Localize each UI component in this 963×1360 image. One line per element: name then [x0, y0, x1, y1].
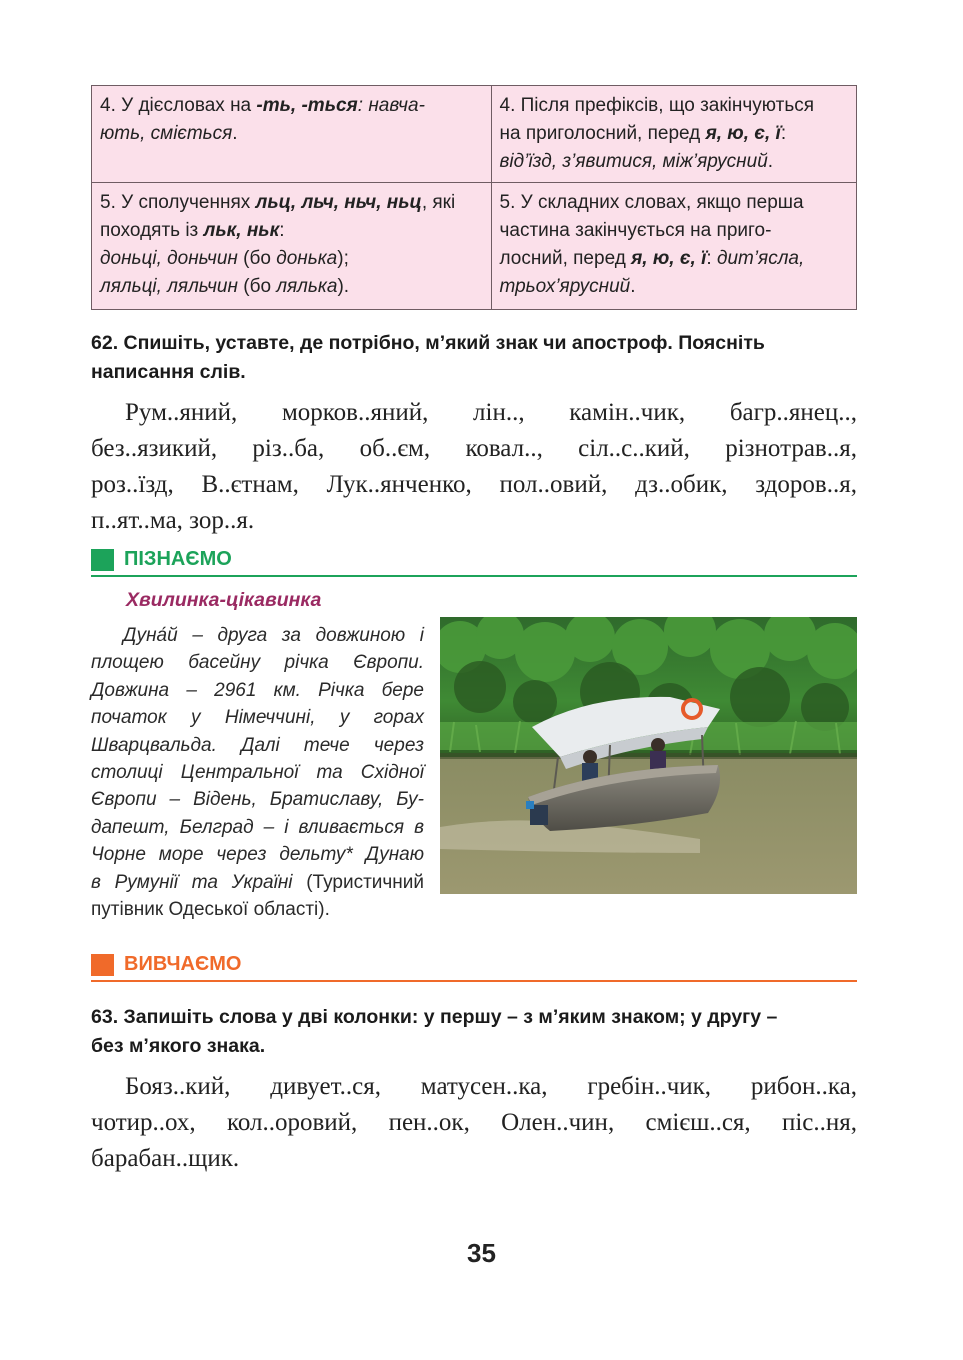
- exercise-62-line: п..ят..ма, зор..я.: [91, 507, 255, 534]
- rules-table: [91, 85, 857, 310]
- fact-line: Чорне море через дельту* Дунаю: [91, 844, 424, 866]
- cell-text: 4. У дієсловах на: [100, 95, 257, 116]
- fact-normal: (Туристичний: [292, 871, 424, 893]
- cell-end: .: [232, 123, 238, 144]
- fact-line: путівник Одеської області).: [91, 899, 330, 921]
- cell-colon: :: [780, 123, 787, 144]
- fact-line: площею басейну річка Європи.: [91, 652, 424, 674]
- cell-end: ).: [337, 276, 350, 297]
- task-62-line: написання слів.: [91, 361, 246, 383]
- cell-text: лосний, перед: [499, 248, 632, 269]
- cell-examples: ляльці, ляльчин: [100, 276, 238, 297]
- cell-end: );: [337, 248, 349, 269]
- table-row: [92, 86, 857, 183]
- cell-endings: -ть, -ться: [256, 95, 358, 116]
- cell-colon: :: [706, 248, 712, 269]
- cell-colon: :: [357, 95, 364, 116]
- table-cell-rule4-right: [491, 86, 857, 183]
- exercise-63-line: барабан..щик.: [91, 1145, 240, 1172]
- task-63-line: без м’якого знака.: [91, 1035, 266, 1057]
- cell-end: .: [630, 276, 636, 297]
- danube-boat-photo: [440, 617, 857, 894]
- cell-letters: я, ю, є, ї: [631, 248, 707, 269]
- fact-line: [91, 869, 424, 896]
- section-square-icon: [91, 549, 114, 571]
- cell-examples: лялька: [276, 276, 338, 297]
- cell-combos: льц, льч, ньч, ньц: [255, 192, 422, 213]
- cell-examples: доньці, доньчин: [100, 248, 238, 269]
- cell-examples: трьох’ярусний: [499, 276, 631, 297]
- section-square-icon: [91, 954, 114, 976]
- cell-examples: від’їзд, з’явитися, між’ярусний: [499, 151, 768, 172]
- cell-text: на приголосний, перед: [499, 123, 706, 144]
- fact-line: столиці Центральної та Східної: [91, 762, 424, 784]
- cell-sources: льк, ньк: [203, 220, 280, 241]
- cell-examples: навча-: [368, 95, 425, 116]
- cell-letters: я, ю, є, ї: [705, 123, 781, 144]
- cell-text: походять із: [100, 220, 204, 241]
- section-study-title: ВИВЧАЄМО: [124, 953, 242, 975]
- cell-text: (бо: [237, 276, 277, 297]
- fact-text: [91, 622, 424, 923]
- fact-title: Хвилинка-цікавинка: [126, 589, 322, 611]
- exercise-62-line: без..язикий, різ..ба, об..єм, ковал.., сіл..с..кий, різнотрав..я,: [91, 435, 857, 462]
- section-learn-title: ПІЗНАЄМО: [124, 548, 232, 570]
- table-cell-rule5-left: [92, 183, 492, 310]
- task-62: [91, 329, 857, 387]
- cell-text: 5. У сполученнях: [100, 192, 256, 213]
- fact-line: Шварцвальда. Далі тече через: [91, 734, 424, 756]
- task-62-line: 62. Спишіть, уставте, де потрібно, м’який знак чи апостроф. Поясніть: [91, 332, 765, 354]
- cell-text: 4. Після префіксів, що закінчуються: [499, 95, 815, 116]
- exercise-62-line: роз..їзд, В..єтнам, Лук..янченко, пол..овий, дз..обик, здоров..я,: [91, 471, 857, 498]
- fact-line: Довжина – 2961 км. Річка бере: [91, 679, 424, 701]
- table-cell-rule4-left: [92, 86, 492, 183]
- cell-examples: дит’ясла,: [716, 248, 805, 269]
- cell-text: (бо: [237, 248, 277, 269]
- cell-end: .: [767, 151, 774, 172]
- fact-italic: в Румунії та Україні: [91, 871, 293, 893]
- fact-line: початок у Німеччині, у горах: [91, 707, 424, 729]
- cell-colon: :: [279, 220, 285, 241]
- cell-text: частина закінчується на приго-: [499, 220, 772, 241]
- cell-text: , які: [421, 192, 456, 213]
- cell-text: 5. У складних словах, якщо перша: [499, 192, 804, 213]
- exercise-63-text: [91, 1069, 857, 1177]
- section-study-header: [91, 950, 857, 982]
- fact-line: дапешт, Белград – і вливається в: [91, 816, 424, 838]
- section-learn-header: [91, 545, 857, 577]
- cell-examples: донька: [276, 248, 338, 269]
- cell-examples: ють, сміється: [100, 123, 233, 144]
- exercise-63-line: чотир..ох, кол..оровий, пен..ок, Олен..чин, смієш..ся, піс..ня,: [91, 1109, 857, 1136]
- fact-line: Європи – Відень, Братиславу, Бу-: [91, 789, 424, 811]
- exercise-62-line: Рум..яний, морков..яний, лін.., камін..чик, багр..янец..,: [125, 399, 857, 426]
- table-row: [92, 183, 857, 310]
- exercise-62-text: [91, 395, 857, 539]
- task-63-line: 63. Запишіть слова у дві колонки: у першу – з м’яким знаком; у другу –: [91, 1006, 778, 1028]
- page-number: 35: [467, 1238, 496, 1268]
- table-cell-rule5-right: [491, 183, 857, 310]
- fact-line: Дуна́й – друга за довжиною і: [123, 625, 424, 646]
- task-63: [91, 1003, 857, 1061]
- exercise-63-line: Бояз..кий, дивует..ся, матусен..ка, гребін..чик, рибон..ка,: [125, 1073, 857, 1100]
